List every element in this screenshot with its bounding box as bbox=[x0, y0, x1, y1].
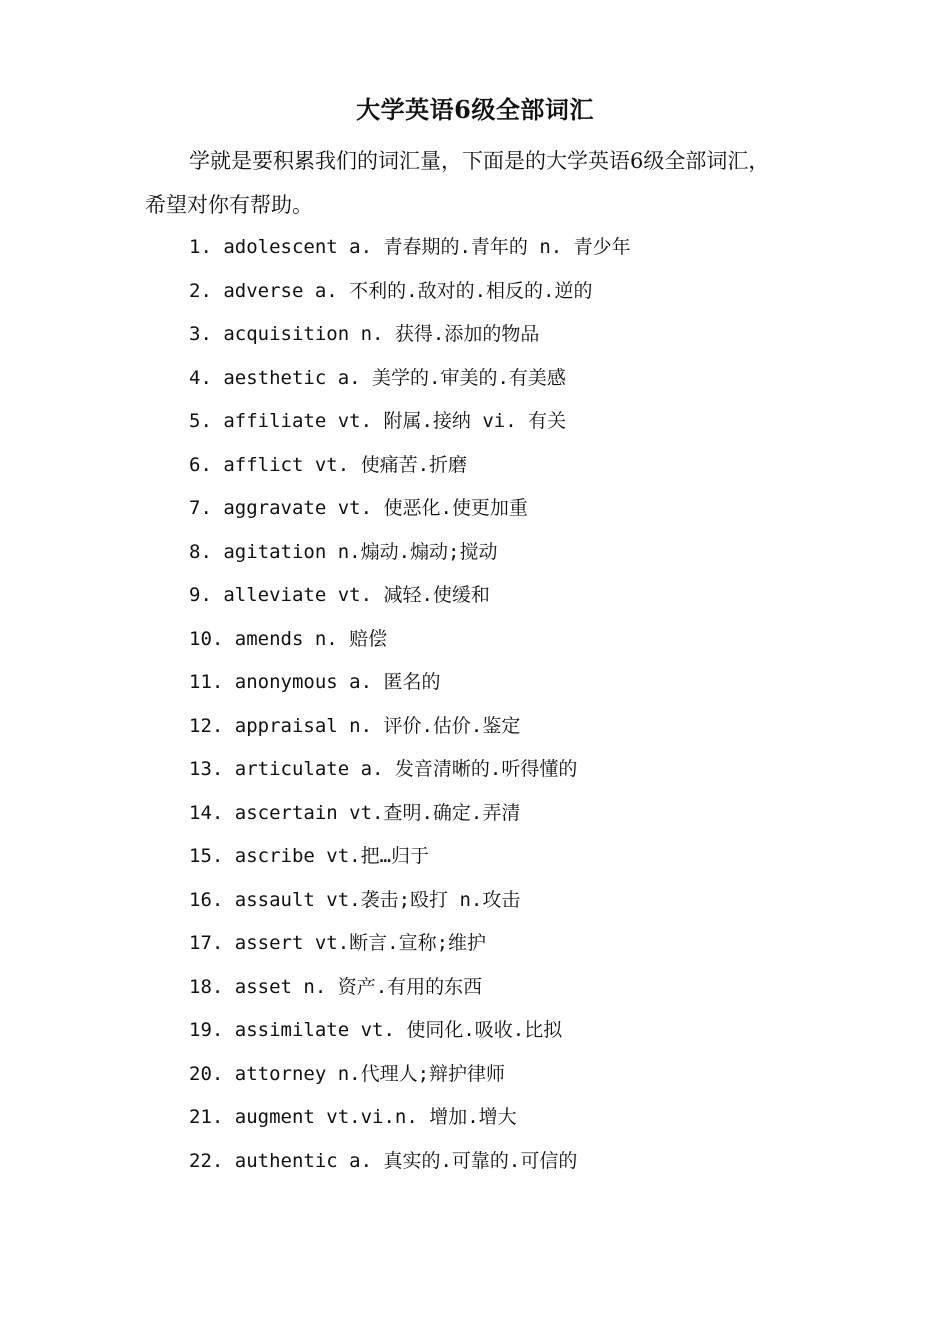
intro-paragraph: 学就是要积累我们的词汇量，下面是的大学英语6级全部词汇，希望对你有帮助。 bbox=[145, 149, 770, 217]
vocabulary-list bbox=[189, 226, 631, 1183]
vocab-item: 19. assimilate vt. 使同化.吸收.比拟 bbox=[189, 1019, 563, 1041]
vocab-item: 15. ascribe vt.把…归于 bbox=[189, 845, 430, 867]
vocab-item: 6. afflict vt. 使痛苦.折磨 bbox=[189, 453, 468, 476]
vocab-item: 22. authentic a. 真实的.可靠的.可信的 bbox=[189, 1149, 578, 1172]
vocab-item: 2. adverse a. 不利的.敌对的.相反的.逆的 bbox=[189, 279, 593, 302]
vocab-item: 5. affiliate vt. 附属.接纳 vi. 有关 bbox=[189, 410, 567, 432]
vocab-item: 20. attorney n.代理人;辩护律师 bbox=[189, 1062, 506, 1085]
vocab-item: 9. alleviate vt. 减轻.使缓和 bbox=[189, 584, 490, 606]
vocab-item: 21. augment vt.vi.n. 增加.增大 bbox=[189, 1106, 517, 1128]
vocab-item: 13. articulate a. 发音清晰的.听得懂的 bbox=[189, 758, 578, 780]
vocab-item: 12. appraisal n. 评价.估价.鉴定 bbox=[189, 714, 521, 737]
vocab-item: 1. adolescent a. 青春期的.青年的 n. 青少年 bbox=[189, 236, 631, 258]
vocab-item: 8. agitation n.煽动.煽动;搅动 bbox=[189, 540, 498, 563]
vocab-item: 7. aggravate vt. 使恶化.使更加重 bbox=[189, 497, 528, 519]
vocab-item: 10. amends n. 赔偿 bbox=[189, 627, 388, 650]
vocab-item: 17. assert vt.断言.宣称;维护 bbox=[189, 932, 487, 954]
vocab-item: 3. acquisition n. 获得.添加的物品 bbox=[189, 323, 540, 345]
vocab-item: 16. assault vt.袭击;殴打 n.攻击 bbox=[189, 888, 521, 911]
document-title: 大学英语6级全部词汇 bbox=[356, 95, 594, 124]
vocab-item: 4. aesthetic a. 美学的.审美的.有美感 bbox=[189, 366, 566, 389]
vocab-item: 18. asset n. 资产.有用的东西 bbox=[189, 975, 483, 998]
vocab-item: 14. ascertain vt.查明.确定.弄清 bbox=[189, 801, 521, 824]
vocab-item: 11. anonymous a. 匿名的 bbox=[189, 671, 441, 693]
